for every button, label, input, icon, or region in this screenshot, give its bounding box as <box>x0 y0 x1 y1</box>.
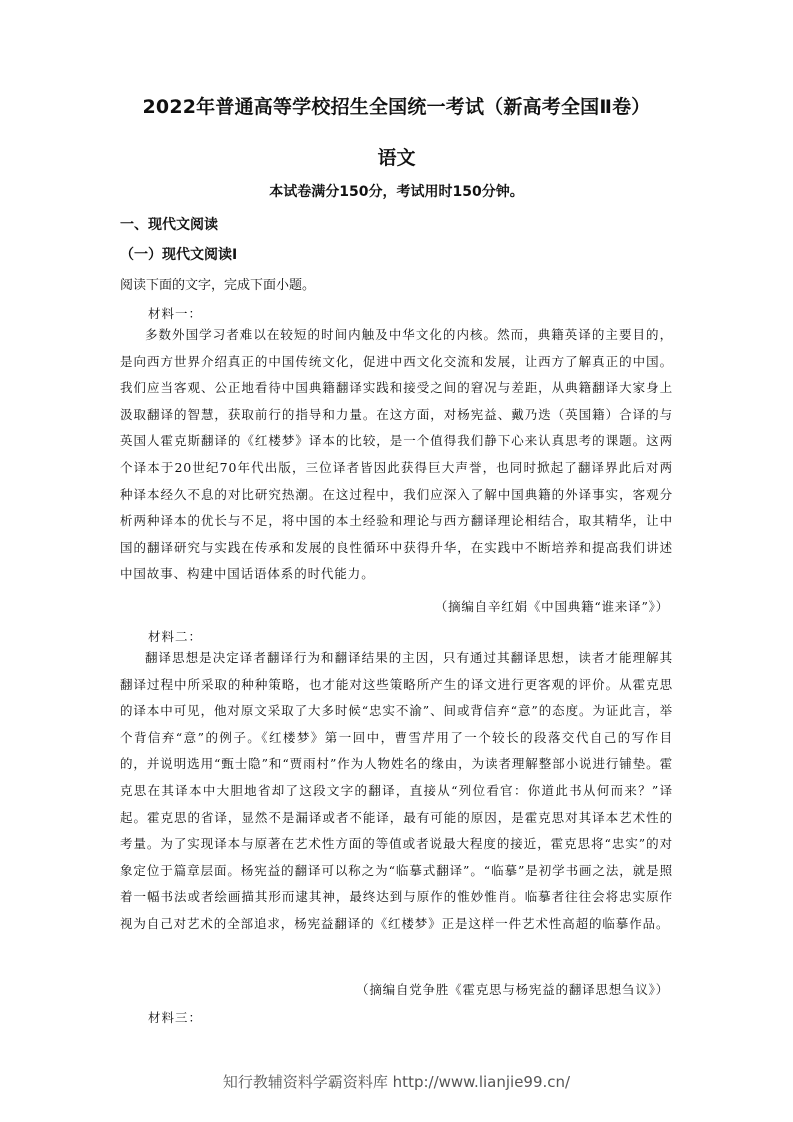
material1-text: 多数外国学习者难以在较短的时间内触及中华文化的内核。然而，典籍英译的主要目的，是向西方世界介绍真正的中国传统文化，促进中西文化交流和发展，让西方了解真正的中国。我们应当客观、公正地看待中国典籍翻译实践和接受之间的窘况与差距，从典籍翻译大家身上汲取翻译的智慧，获取前行的指导和力量。在这方面，对杨宪益、戴乃迭（英国籍）合译的与英国人霍克斯翻译的《红楼梦》译本的比较，是一个值得我们静下心来认真思考的课题。这两个译本于20世纪70年代出版，三位译者皆因此获得巨大声誉，也同时掀起了翻译界此后对两种译本经久不息的对比研究热潮。在这过程中，我们应深入了解中国典籍的外译事实，客观分析两种译本的优长与不足，将中国的本土经验和理论与西方翻译理论相结合，取其精华，让中国的翻译研究与实践在传承和发展的良性循环中获得升华，在实践中不断培养和提高我们讲述中国故事、构建中国话语体系的时代能力。 <box>120 327 673 582</box>
section-heading: 一、现代文阅读 <box>120 217 218 233</box>
sub-section-heading: （一）现代文阅读Ⅰ <box>120 247 238 263</box>
exam-title: 2022年普通高等学校招生全国统一考试（新高考全国Ⅱ卷） <box>142 96 651 118</box>
footer-watermark: 知行教辅资料学霸资料库 http://www.lianjie99.cn/ <box>222 1073 571 1091</box>
material2-source: （摘编自党争胜《霍克思与杨宪益的翻译思想刍议》） <box>356 982 669 997</box>
reading-instruction: 阅读下面的文字，完成下面小题。 <box>120 278 316 293</box>
material2-text: 翻译思想是决定译者翻译行为和翻译结果的主因，只有通过其翻译思想，读者才能理解其翻译过程中所采取的种种策略，也才能对这些策略所产生的译文进行更客观的评价。从霍克思的译本中可见，他对原文采取了大多时候“忠实不渝”、间或背信弃“意”的态度。为证此言，举个背信弃“意”的例子。《红楼梦》第一回中，曹雪芹用了一个较长的段落交代自己的写作目的，并说明选用“甄士隐”和“贾雨村”作为人物姓名的缘由，为读者理解整部小说进行铺垫。霍克思在其译本中大胆地省却了这段文字的翻译，直接从“列位看官：你道此书从何而来？”译起。霍克思的省译，显然不是漏译或者不能译，最有可能的原因，是霍克思对其译本艺术性的考量。为了实现译本与原著在艺术性方面的等值或者说最大程度的接近，霍克思将“忠实”的对象定位于篇章层面。杨宪益的翻译可以称之为“临摹式翻译”。“临摹”是初学书画之法，就是照着一幅书法或者绘画描其形而逮其神，最终达到与原作的惟妙惟肖。临摹者往往会将忠实原作视为自己对艺术的全部追求，杨宪益翻译的《红楼梦》正是这样一件艺术性高超的临摹作品。 <box>120 650 673 931</box>
material1-source: （摘编自辛红娟《中国典籍“谁来译”》） <box>434 599 669 614</box>
exam-info: 本试卷满分150分，考试用时150分钟。 <box>269 184 524 200</box>
material1-label: 材料一： <box>148 306 203 321</box>
material2-label: 材料二： <box>148 629 203 644</box>
material3-label: 材料三： <box>148 1010 203 1025</box>
subject-title: 语文 <box>377 147 416 169</box>
